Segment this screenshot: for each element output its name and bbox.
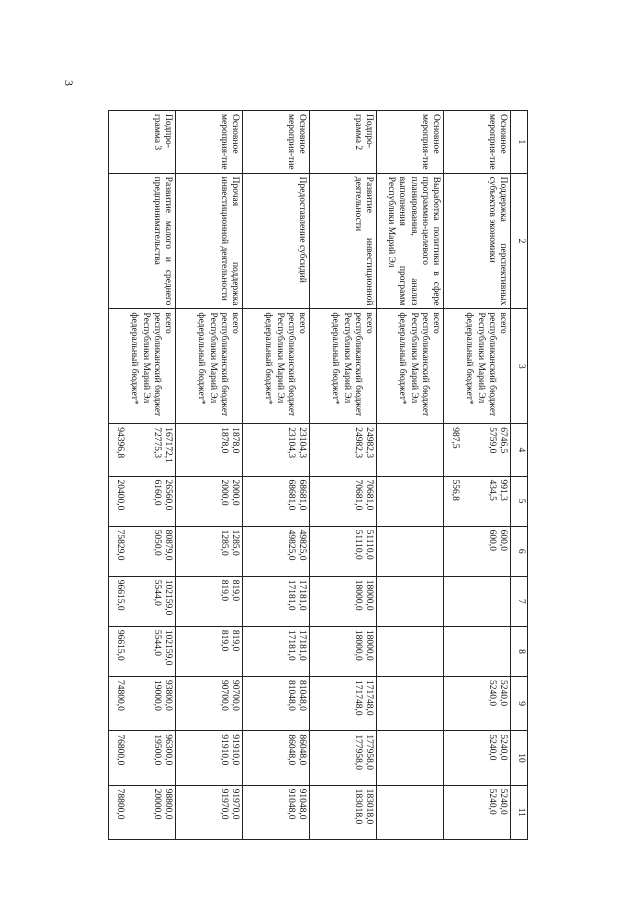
value: 98800,0 [163, 788, 173, 820]
value [180, 427, 191, 472]
value-cell [444, 677, 511, 731]
value: 17181,0 [297, 629, 307, 661]
value [419, 530, 430, 573]
value [381, 789, 392, 836]
value-cell [176, 526, 243, 576]
value: 600,0 [486, 529, 497, 552]
funding-source: республиканский бюджет Республики Марий Эл [274, 312, 296, 417]
funding-source-cell [310, 309, 377, 424]
value: 19500,0 [151, 734, 162, 766]
value [381, 680, 392, 727]
value: 6746,5 [498, 427, 508, 454]
value [419, 427, 430, 472]
value [381, 630, 392, 673]
value: 91910,0 [230, 734, 240, 766]
value-cell [444, 731, 511, 785]
value [180, 680, 191, 727]
value-cell [310, 424, 377, 476]
value: 5240,0 [486, 680, 497, 707]
value [448, 630, 459, 673]
value: 18000,0 [352, 629, 363, 661]
value: 177958,0 [364, 734, 374, 770]
funding-source: республиканский бюджет Республики Марий Эл [341, 312, 363, 417]
value: 96615,0 [114, 629, 125, 661]
table-row [243, 111, 310, 840]
value-cell [444, 785, 511, 839]
value: 819,0 [218, 579, 229, 602]
funding-source: федеральный бюджет* [129, 312, 140, 405]
funding-source: всего [364, 312, 374, 334]
col-header: 4 [511, 424, 528, 476]
value [419, 734, 430, 781]
value: 91048,0 [297, 788, 307, 820]
value [430, 680, 441, 727]
value [247, 789, 258, 836]
value: 91970,0 [230, 788, 240, 820]
value: 102159,0 [163, 629, 173, 666]
value: 23104,3 [297, 427, 307, 459]
value [486, 580, 497, 623]
value [497, 580, 508, 623]
value: 987,5 [449, 427, 460, 449]
value: 18000,0 [364, 579, 374, 611]
value [314, 680, 325, 727]
value-cell [310, 731, 377, 785]
row-title: Прочая поддержка инвестиционной деятельности [218, 176, 240, 306]
value: 18000,0 [364, 629, 374, 661]
value-cell [176, 576, 243, 626]
value [314, 480, 325, 523]
value-cell [444, 626, 511, 676]
value [430, 630, 441, 673]
value: 17181,0 [285, 579, 296, 611]
value-cell [243, 677, 310, 731]
value: 171748,0 [352, 680, 363, 716]
value [430, 530, 441, 573]
value-cell [310, 677, 377, 731]
value: 91910,0 [218, 734, 229, 766]
value: 17181,0 [285, 629, 296, 661]
value: 177958,0 [352, 734, 363, 770]
funding-source: федеральный бюджет* [330, 312, 341, 405]
value [180, 480, 191, 523]
value: 68681,0 [285, 479, 296, 511]
value-cell [176, 626, 243, 676]
value [430, 480, 441, 523]
funding-source: федеральный бюджет* [464, 312, 475, 405]
value [247, 680, 258, 727]
value-cell [444, 476, 511, 526]
col-header: 9 [511, 677, 528, 731]
col-header: 5 [511, 476, 528, 526]
value: 5240,0 [486, 788, 497, 815]
col-header: 6 [511, 526, 528, 576]
value: 18000,0 [352, 579, 363, 611]
value: 556,8 [449, 479, 460, 501]
value-cell [109, 476, 176, 526]
row-title-cell [310, 173, 377, 309]
value: 5240,0 [498, 734, 508, 761]
value: 183018,0 [364, 788, 374, 825]
value [430, 734, 441, 781]
value: 72775,3 [151, 427, 162, 459]
table-row [444, 111, 511, 840]
value: 20000,0 [151, 788, 162, 820]
value: 81048,0 [285, 680, 296, 711]
table-body [109, 111, 511, 840]
value [180, 530, 191, 573]
table-row [377, 111, 444, 840]
header-row [511, 111, 528, 840]
value-cell [444, 526, 511, 576]
value-cell [444, 424, 511, 476]
value-cell [310, 476, 377, 526]
row-title-cell [377, 173, 444, 309]
value [430, 789, 441, 836]
value-cell [377, 526, 444, 576]
funding-source: республиканский бюджет Республики Марий Эл [475, 312, 497, 417]
value [419, 789, 430, 836]
value: 24982,3 [364, 427, 374, 459]
row-type: Основное мероприя-тие [419, 114, 441, 170]
value: 49825,0 [285, 529, 296, 561]
value: 819,0 [230, 579, 240, 602]
value: 1878,0 [230, 427, 240, 454]
funding-source: всего [431, 312, 441, 334]
value [180, 580, 191, 623]
value: 96615,0 [114, 579, 125, 611]
row-title-cell [444, 173, 511, 309]
row-type: Основное мероприя-тие [218, 114, 240, 170]
value: 76800,0 [114, 734, 125, 766]
value [430, 427, 441, 472]
row-title-cell [176, 173, 243, 309]
value-cell [243, 476, 310, 526]
value: 90700,0 [218, 680, 229, 711]
value [419, 480, 430, 523]
value: 91048,0 [285, 788, 296, 820]
value [381, 530, 392, 573]
row-type-cell [310, 111, 377, 174]
value-cell [109, 731, 176, 785]
value [247, 480, 258, 523]
value [247, 530, 258, 573]
value: 991,3 [498, 479, 508, 501]
value: 93800,0 [163, 680, 173, 711]
value [381, 480, 392, 523]
value [381, 580, 392, 623]
value [180, 789, 191, 836]
funding-source: федеральный бюджет* [397, 312, 408, 405]
value: 2000,0 [218, 479, 229, 506]
value: 1878,0 [218, 427, 229, 454]
value-cell [377, 785, 444, 839]
col-header: 11 [511, 785, 528, 839]
value-cell [109, 626, 176, 676]
value: 49825,0 [297, 529, 307, 561]
value [381, 427, 392, 472]
value-cell [310, 626, 377, 676]
value [247, 580, 258, 623]
value: 94396,8 [114, 427, 125, 459]
row-type: Подпро-грамма 2 [352, 114, 374, 151]
value: 24982,3 [352, 427, 363, 459]
value: 102159,0 [163, 579, 173, 616]
value: 600,0 [498, 529, 508, 552]
row-title-cell [243, 173, 310, 309]
value: 5240,0 [498, 788, 508, 815]
value: 74800,0 [114, 680, 125, 711]
funding-source: федеральный бюджет* [263, 312, 274, 405]
funding-source-cell [377, 309, 444, 424]
value: 51110,0 [352, 529, 363, 560]
value [419, 630, 430, 673]
table-row [310, 111, 377, 840]
value [419, 680, 430, 727]
value [314, 789, 325, 836]
value-cell [377, 731, 444, 785]
value [448, 734, 459, 781]
value: 19000,0 [151, 680, 162, 711]
value-cell [377, 576, 444, 626]
value-cell [444, 576, 511, 626]
funding-source-cell [243, 309, 310, 424]
row-type-cell [377, 111, 444, 174]
row-type-cell [444, 111, 511, 174]
value-cell [176, 424, 243, 476]
col-header: 2 [511, 173, 528, 309]
value: 78800,0 [114, 788, 125, 820]
value-cell [176, 476, 243, 526]
value: 96300,0 [163, 734, 173, 766]
value-cell [310, 526, 377, 576]
value: 5240,0 [486, 734, 497, 761]
value: 5544,0 [151, 579, 162, 606]
value [314, 427, 325, 472]
value: 51110,0 [364, 529, 374, 560]
col-header: 3 [511, 309, 528, 424]
col-header: 8 [511, 626, 528, 676]
value-cell [176, 785, 243, 839]
value-cell [109, 424, 176, 476]
value: 75829,0 [114, 529, 125, 561]
row-title: Поддержка перспективных субъектов экономики [486, 176, 508, 306]
value: 86048,0 [297, 734, 307, 766]
value: 68681,0 [297, 479, 307, 511]
value: 171748,0 [364, 680, 374, 716]
value: 17181,0 [297, 579, 307, 611]
funding-source: федеральный бюджет* [196, 312, 207, 405]
col-header: 10 [511, 731, 528, 785]
value: 1285,0 [230, 529, 240, 556]
value-cell [243, 526, 310, 576]
value [314, 530, 325, 573]
funding-source: всего [163, 312, 173, 334]
funding-source-cell [109, 309, 176, 424]
value [247, 630, 258, 673]
table-row [109, 111, 176, 840]
value-cell [176, 677, 243, 731]
row-type-cell [109, 111, 176, 174]
value-cell [109, 526, 176, 576]
col-header: 7 [511, 576, 528, 626]
funding-source: всего [297, 312, 307, 334]
value-cell [243, 576, 310, 626]
value [180, 734, 191, 781]
value [314, 734, 325, 781]
value: 5240,0 [498, 680, 508, 707]
value: 6160,0 [151, 479, 162, 506]
value: 5050,0 [151, 529, 162, 556]
value: 5544,0 [151, 629, 162, 657]
row-type: Основное мероприя-тие [285, 114, 307, 170]
funding-source: республиканский бюджет Республики Марий Эл [207, 312, 229, 417]
value-cell [377, 424, 444, 476]
value: 819,0 [230, 629, 240, 652]
funding-source: республиканский бюджет Республики Марий Эл [140, 312, 162, 417]
value-cell [377, 626, 444, 676]
funding-source: всего [498, 312, 508, 334]
row-title: Предоставление субсидий [297, 176, 307, 283]
value: 1285,0 [218, 529, 229, 556]
row-title-cell [109, 173, 176, 309]
value-cell [310, 785, 377, 839]
value: 80879,0 [163, 529, 173, 561]
col-header: 1 [511, 111, 528, 174]
value-cell [243, 731, 310, 785]
value-cell [310, 576, 377, 626]
value [486, 630, 497, 673]
value-cell [377, 476, 444, 526]
funding-source: всего [230, 312, 240, 334]
value: 2000,0 [230, 479, 240, 506]
value-cell [109, 785, 176, 839]
value [448, 530, 459, 573]
row-title: Развитие инвестиционной деятельности [352, 176, 374, 306]
value [314, 580, 325, 623]
row-type: Основное мероприя-тие [486, 114, 508, 170]
row-type: Подпро-грамма 3 [151, 114, 173, 151]
value: 23104,3 [285, 427, 296, 459]
value-cell [243, 785, 310, 839]
value: 167172,1 [163, 427, 173, 463]
budget-table [108, 110, 528, 840]
value: 70681,0 [352, 479, 363, 511]
value [448, 580, 459, 623]
value [448, 789, 459, 836]
value: 5759,0 [486, 427, 497, 454]
value: 20400,0 [114, 479, 125, 511]
value [247, 734, 258, 781]
value-cell [109, 677, 176, 731]
value: 90700,0 [230, 680, 240, 711]
value-cell [176, 731, 243, 785]
row-type-cell [243, 111, 310, 174]
value-cell [377, 677, 444, 731]
value: 434,5 [486, 479, 497, 501]
value [430, 580, 441, 623]
rotated-table-wrapper [108, 110, 528, 840]
value: 183018,0 [352, 788, 363, 825]
funding-source-cell [176, 309, 243, 424]
value-cell [243, 626, 310, 676]
value: 91970,0 [218, 788, 229, 820]
value-cell [109, 576, 176, 626]
value [381, 734, 392, 781]
value [247, 427, 258, 472]
funding-source: республиканский бюджет Республики Марий Эл [408, 312, 430, 417]
value: 819,0 [218, 629, 229, 652]
value [497, 630, 508, 673]
table-row [176, 111, 243, 840]
value: 70681,0 [364, 479, 374, 511]
value [180, 630, 191, 673]
value [448, 680, 459, 727]
value: 81048,0 [297, 680, 307, 711]
value: 86048,0 [285, 734, 296, 766]
value-cell [243, 424, 310, 476]
value [419, 580, 430, 623]
value [314, 630, 325, 673]
funding-source-cell [444, 309, 511, 424]
page-number: 3 [62, 80, 76, 86]
value: 26560,0 [163, 479, 173, 511]
row-type-cell [176, 111, 243, 174]
row-title: Выработка политики в сфере программно-целевого планирования, анализ выполнения программ Республики Марий Эл [386, 176, 441, 306]
row-title: Развитие малого и среднего предпринимательства [151, 176, 173, 306]
